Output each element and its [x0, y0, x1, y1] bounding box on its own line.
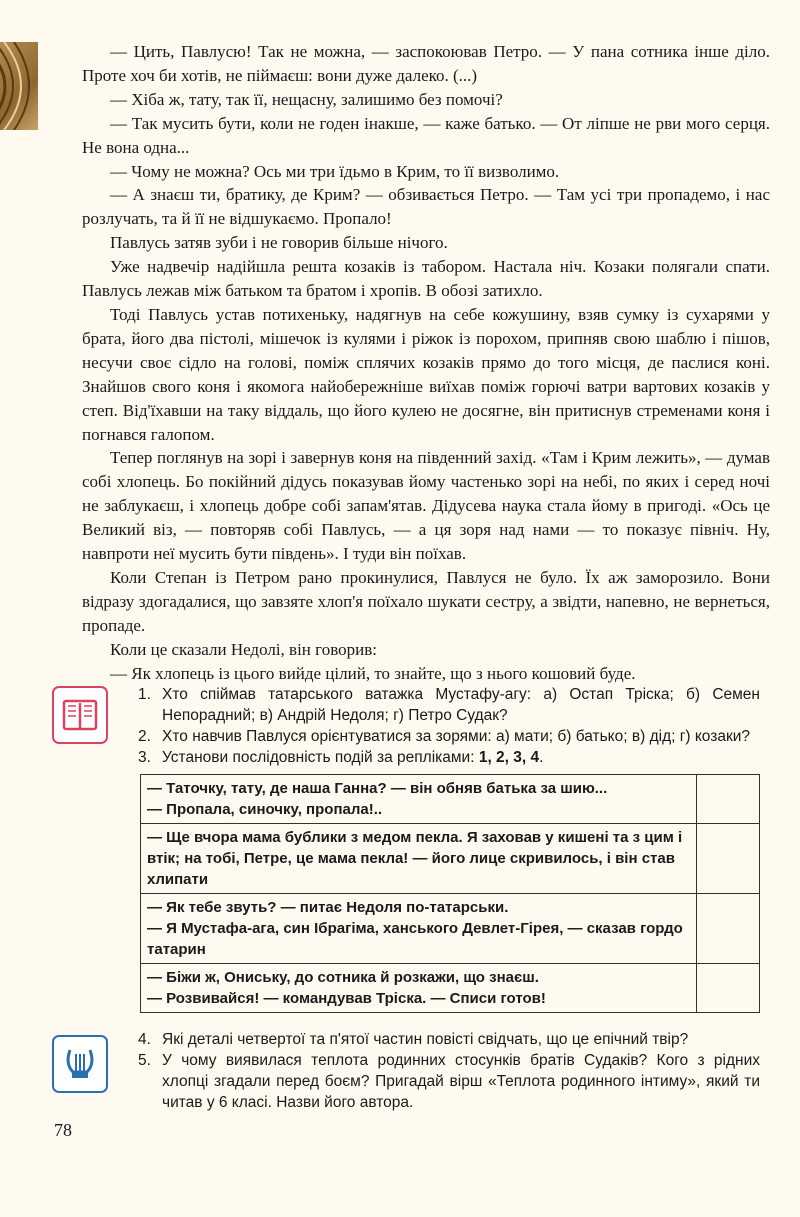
question-3: 3. Установи послідовність подій за репліками: 1, 2, 3, 4.	[138, 749, 544, 766]
table-row: — Біжи ж, Ониську, до сотника й розкажи, що знаєш. — Розвивайся! — командував Тріска. — Списи готов!	[141, 964, 760, 1013]
paragraph: Коли Степан із Петром рано прокинулися, Павлуся не було. Їх аж заморозило. Вони відразу здогадалися, що завзяте хлоп'я поїхало шукати сестру, а звідти, напевно, не вернеться, пропаде.	[82, 567, 770, 635]
decorative-ornament	[0, 42, 38, 130]
book-icon	[52, 686, 108, 744]
paragraph: — Хіба ж, тату, так її, нещасну, залишимо без помочі?	[110, 89, 503, 109]
question-5: 5. У чому виявилася теплота родинних стосунків братів Судаків? Кого з рідних хлопці згадали перед боєм? Пригадай вірш «Теплота родинного інтиму», який ти читав у 6 класі. Назви його автора.	[138, 1052, 760, 1111]
answer-cell[interactable]	[697, 894, 760, 964]
table-row: — Таточку, тату, де наша Ганна? — він обняв батька за шию... — Пропала, синочку, пропала!..	[141, 775, 760, 824]
paragraph: — А знаєш ти, братику, де Крим? — обзивається Петро. — Там усі три пропадемо, і нас розлучать, та й її не відшукаємо. Пропало!	[82, 185, 770, 229]
sequence-table	[140, 774, 760, 1013]
page-number: 78	[54, 1120, 72, 1140]
paragraph: Тепер поглянув на зорі і завернув коня на південний захід. «Там і Крим лежить», — думав собі хлопець. Бо покійний дідусь показував йому частенько зорі на небі, по яких і серед ночі не заблукаєш, і хлопець добре собі запам'ятав. Дідусева наука стала йому в пригоді. «Ось це Великий віз, — повторяв собі Павлусь, — а ця зоря над нами — то показує північ. Ну, навпроти неї мусить бути південь». І туди він поїхав.	[82, 448, 770, 564]
question-4: 4. Які деталі четвертої та п'ятої частин повісті свідчать, що це епічний твір?	[138, 1031, 689, 1048]
paragraph: Тоді Павлусь устав потихеньку, надягнув на себе кожушину, взяв сумку із сухарями у брата, його два пістолі, мішечок із кулями і ріжок із порохом, припняв свою шаблю і пішов, несучи своє сідло на голові, поміж сплячих козаків прямо до того місця, де паслися коні. Знайшов свого коня і якомога найобережніше виїхав поміж горючі ватри вартових козаків у степ. Від'їхавши на таку віддаль, що його кулею не досягне, він притиснув стременами коня і погнався галопом.	[82, 304, 770, 444]
story-text	[82, 40, 770, 685]
answer-cell[interactable]	[697, 824, 760, 894]
answer-cell[interactable]	[697, 775, 760, 824]
paragraph: Уже надвечір надійшла решта козаків із табором. Настала ніч. Козаки полягали спати. Павлусь лежав між батьком та братом і хропів. В обозі затихло.	[82, 257, 770, 301]
tasks-section	[138, 684, 760, 1113]
paragraph: — Чому не можна? Ось ми три їдьмо в Крим, то її визволимо.	[110, 161, 560, 181]
paragraph: — Так мусить бути, коли не годен інакше, — каже батько. — От ліпше не рви мого серця. Не вона одна...	[82, 113, 770, 157]
answer-cell[interactable]	[697, 964, 760, 1013]
paragraph: Коли це сказали Недолі, він говорив:	[110, 639, 377, 659]
table-row: — Ще вчора мама бублики з медом пекла. Я заховав у кишені та з цим і втік; на тобі, Петре, це мама пекла! — його лице скривилось, і він став хлипати	[141, 824, 760, 894]
question-2: 2. Хто навчив Павлуся орієнтуватися за зорями: а) мати; б) батько; в) дід; г) козаки?	[138, 728, 751, 745]
lyre-icon	[52, 1035, 108, 1093]
paragraph: — Цить, Павлусю! Так не можна, — заспокоював Петро. — У пана сотника інше діло. Проте хоч би хотів, не піймаєш: вони дуже далеко. (...)	[82, 42, 770, 85]
question-1: 1. Хто спіймав татарського ватажка Мустафу-агу: а) Остап Тріска; б) Семен Непорадний; в) Андрій Недоля; г) Петро Судак?	[138, 686, 760, 724]
table-row: — Як тебе звуть? — питає Недоля по-татарськи. — Я Мустафа-ага, син Ібрагіма, ханського Девлет-Гірея, — сказав гордо татарин	[141, 894, 760, 964]
paragraph: Павлусь затяв зуби і не говорив більше нічого.	[110, 233, 448, 253]
paragraph: — Як хлопець із цього вийде цілий, то знайте, що з нього кошовий буде.	[110, 663, 636, 683]
